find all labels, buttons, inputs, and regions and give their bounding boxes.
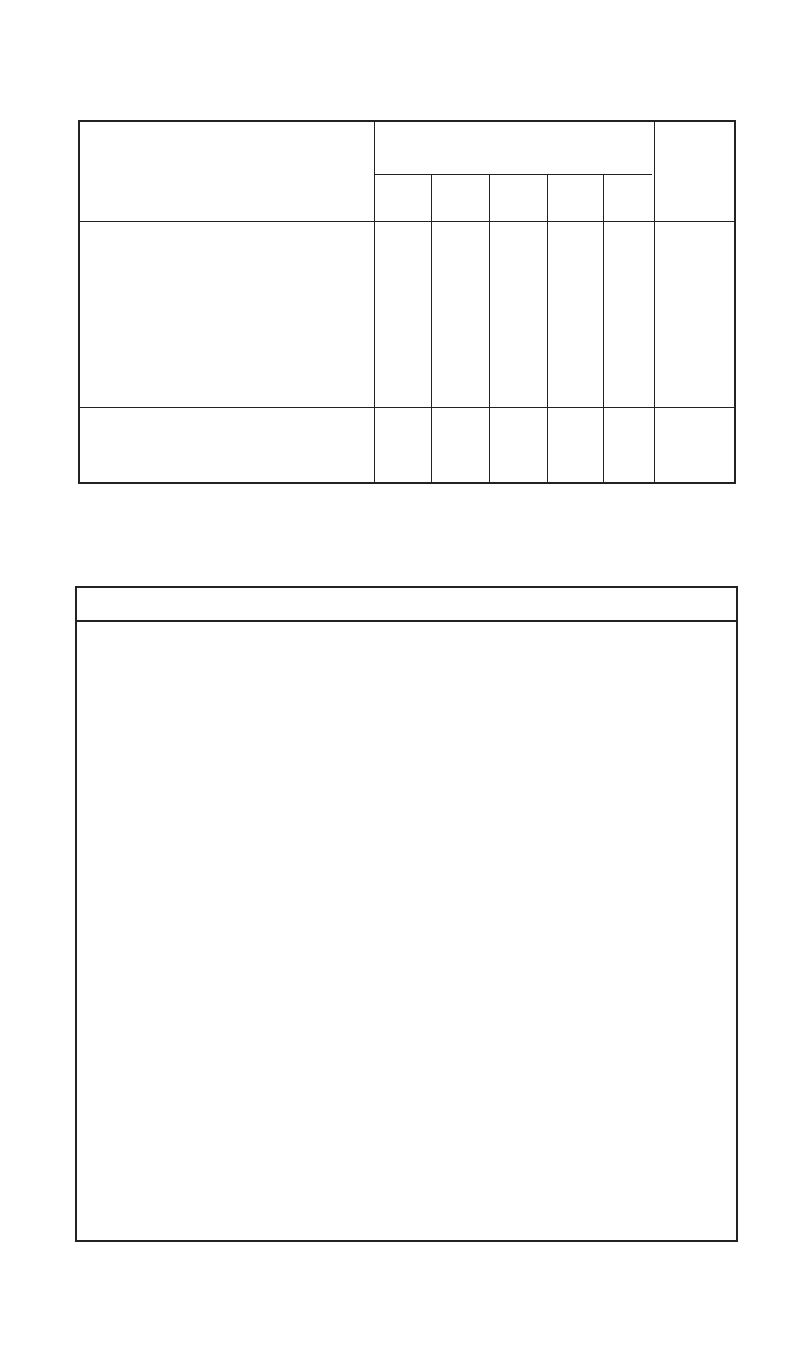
divider bbox=[374, 174, 652, 175]
population-table bbox=[75, 586, 738, 1242]
divider bbox=[77, 620, 736, 622]
divider bbox=[80, 221, 734, 222]
divider bbox=[80, 407, 734, 408]
causes-table bbox=[78, 120, 736, 484]
totals-row bbox=[80, 428, 734, 450]
